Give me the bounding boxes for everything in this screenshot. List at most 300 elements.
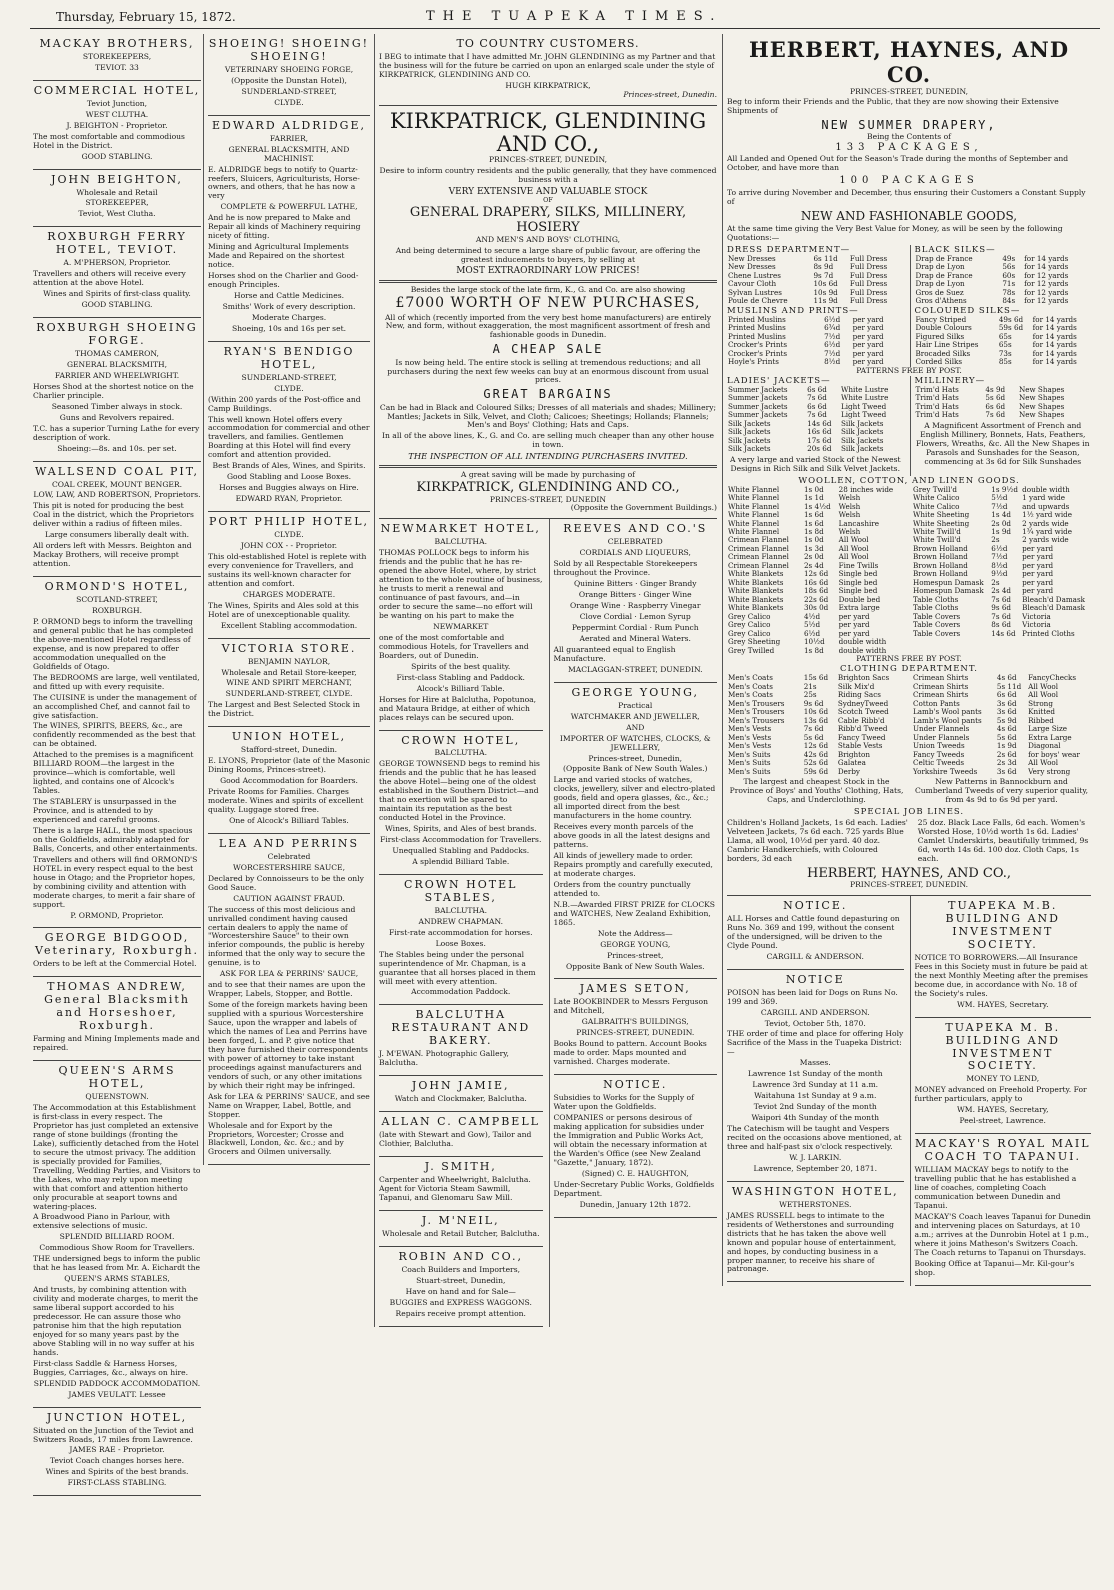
- advert-line: Good Stabling and Loose Boxes.: [226, 472, 352, 482]
- price-cell: Men's Vests: [728, 732, 772, 742]
- advert-line: The BEDROOMS are large, well ventilated, and fitted up with every requisite.: [33, 672, 200, 691]
- price-cell: Knitted: [1028, 707, 1056, 717]
- price-cell: Cable Ribb'd: [837, 715, 885, 725]
- price-cell: Brown Holland: [913, 560, 968, 570]
- price-cell: 1s 6d: [803, 510, 824, 520]
- advert-james-seton: [554, 979, 718, 1075]
- advert-line: Wines and Spirits of the best brands.: [45, 1467, 189, 1477]
- price-cell: All Wool: [838, 543, 869, 553]
- price-cell: 3s 6d: [996, 707, 1017, 717]
- advert-john-jamie: [379, 1076, 543, 1112]
- advert-line: Lawrence, September 20, 1871.: [753, 1163, 878, 1173]
- price-cell: Silk Jackets: [840, 435, 884, 445]
- advert-line: Shoeing:—8s. and 10s. per set.: [57, 443, 177, 453]
- advert-line: PRINCES-STREET, DUNEDIN.: [576, 1028, 695, 1038]
- price-cell: 2s: [991, 577, 1000, 587]
- advert-line: COAL CREEK, MOUNT BENGER.: [51, 479, 183, 489]
- masthead: [30, 6, 1100, 29]
- price-cell: Men's Suits: [728, 758, 771, 768]
- price-cell: Fancy Tweed: [837, 732, 886, 742]
- price-cell: Silk Jackets: [728, 435, 771, 445]
- price-cell: for 14 yards: [1024, 262, 1069, 272]
- price-cell: Silk Jackets: [728, 444, 771, 454]
- advert-newmarket-hotel: [379, 519, 543, 730]
- price-cell: 7s 6d: [807, 410, 827, 420]
- advert-line: AND: [626, 722, 645, 732]
- advert-line: (Opposite Bank of New South Wales.): [562, 764, 708, 774]
- column-3-lower: [379, 519, 717, 1326]
- advert-line: WM. HAYES, Secretary.: [957, 999, 1049, 1009]
- price-cell: 9s 6d: [803, 698, 824, 708]
- advert-line: The WINES, SPIRITS, BEERS, &c., are confidently recommended as the best that can be obtained.: [33, 721, 196, 749]
- price-cell: 6½d: [803, 628, 821, 638]
- advert-title: UNION HOTEL,: [231, 730, 347, 744]
- advert-line: Have on hand and for Sale—: [405, 1286, 516, 1296]
- advert-line: Accommodation Paddock.: [411, 987, 511, 997]
- advert-line: CAUTION AGAINST FRAUD.: [233, 893, 345, 903]
- price-cell: 56s: [1002, 262, 1016, 272]
- price-cell: 59s 6d: [803, 766, 829, 776]
- price-cell: Grey Calico: [728, 620, 771, 630]
- price-cell: for 14 yards: [1032, 331, 1077, 341]
- price-cell: 7s 6d: [985, 410, 1006, 420]
- advert-line: Horses shod on the Charlier and Good-enough Principles.: [208, 271, 359, 290]
- advert-title: MACKAY BROTHERS,: [39, 37, 195, 50]
- price-cell: 2s 6d: [996, 749, 1017, 759]
- advert-line: P. ORMOND, Proprietor.: [70, 910, 164, 920]
- price-cell: Welsh: [838, 510, 861, 520]
- price-cell: Celtic Tweeds: [913, 758, 965, 768]
- advert-title: CROWN HOTEL,: [401, 733, 521, 747]
- price-cell: for 14 yards: [1032, 348, 1077, 358]
- advert-line: MACKAY'S Coach leaves Tapanui for Dunedin and intervening places on Saturdays, at 10 a.m.; arrives at the Dunrobin Hotel at 1 p.m., where it joins Matheson's Switzers Coach. The Coach returns to Tapanui on Thursdays.: [914, 1211, 1091, 1257]
- price-cell: Full Dress: [849, 270, 888, 280]
- advert-line: P. ORMOND begs to inform the travelling and general public that he has completed the above-mentioned Hotel regardless of expense, and is now prepared to offer accommodation unequalled on the Goldfields of Otago.: [33, 616, 194, 671]
- advert-line: FARRIER,: [269, 133, 309, 143]
- price-cell: All Wool: [838, 535, 869, 545]
- price-cell: 7½d: [991, 501, 1008, 511]
- price-cell: Drap de France: [915, 253, 973, 263]
- advert-union-hotel: [208, 727, 370, 834]
- advert-line: JAMES RAE - Proprietor.: [69, 1445, 165, 1455]
- advert-line: THE order of time and place for offering Holy Sacrifice of the Mass in the Tuapeka District:—: [727, 1029, 904, 1057]
- clothing-right-table: [912, 674, 1091, 776]
- price-cell: Table Cloths: [913, 594, 959, 604]
- price-cell: 10s 9d: [813, 287, 838, 297]
- advert-title: SHOEING! SHOEING! SHOEING!: [208, 37, 370, 63]
- advert-line: MACLAGGAN-STREET, DUNEDIN.: [567, 664, 703, 674]
- price-cell: per yard: [852, 357, 884, 367]
- advert-line: Quinine Bitters · Ginger Brandy: [573, 579, 697, 589]
- price-cell: Men's Suits: [728, 749, 771, 759]
- price-cell: Homespun Damask: [913, 586, 984, 596]
- advert-line: And he is now prepared to Make and Repair all kinds of Machinery requiring nicety of fitting.: [208, 213, 361, 241]
- price-cell: double width: [838, 637, 887, 647]
- advert-line: SPLENDID PADDOCK ACCOMMODATION.: [33, 1378, 201, 1388]
- price-cell: Grey Calico: [728, 628, 771, 638]
- price-cell: Table Covers: [913, 628, 961, 638]
- advert-line: QUEEN'S ARMS STABLES,: [64, 1274, 170, 1284]
- advert-line: Princes-street,: [607, 950, 664, 960]
- coloured-silks-price-table: [915, 316, 1092, 367]
- price-cell: Printed Muslins: [728, 314, 786, 324]
- price-cell: 8½d: [824, 357, 841, 367]
- price-cell: 1s 0d: [803, 484, 824, 494]
- price-cell: Full Dress: [849, 279, 888, 289]
- advert-line: Orders to be left at the Commercial Hotel.: [33, 959, 197, 969]
- advert-line: (Opposite the Dunstan Hotel),: [231, 75, 347, 85]
- price-cell: Summer Jackets: [728, 410, 788, 420]
- price-cell: Trim'd Hats: [915, 410, 959, 420]
- price-cell: Crimean Shirts: [913, 690, 969, 700]
- advert-line: SUNDERLAND-STREET,: [241, 86, 337, 96]
- price-cell: 5s 6d: [985, 393, 1006, 403]
- price-cell: 65s: [998, 340, 1012, 350]
- advert-title: THOMAS ANDREW, General Blacksmith and Horseshoer, Roxburgh.: [44, 980, 190, 1033]
- price-cell: Corded Silks: [915, 357, 963, 367]
- advert-robin-and-co: [379, 1247, 543, 1327]
- advert-line: Guns and Revolvers repaired.: [59, 412, 175, 422]
- advert-line: The Catechism will be taught and Vespers recited on the occasions above mentioned, at three and half-past six o'clock respectively.: [727, 1124, 902, 1151]
- price-cell: Ribb'd Tweed: [837, 724, 888, 734]
- price-cell: Light Tweed: [840, 401, 887, 411]
- advert-line: Wines and Spirits of first-class quality.: [43, 289, 191, 299]
- price-cell: Full Dress: [849, 253, 888, 263]
- price-cell: 6½d: [824, 314, 841, 324]
- price-cell: Brocaded Silks: [915, 348, 971, 358]
- price-cell: 7½d: [991, 552, 1008, 562]
- price-cell: White Flannel: [728, 510, 780, 520]
- advert-tuapeka-m-b-building-and-investment-soci: [915, 896, 1092, 1018]
- advert-line: CELEBRATED: [607, 537, 663, 547]
- advert-title: GEORGE YOUNG,: [571, 685, 699, 699]
- price-cell: Full Dress: [849, 287, 888, 297]
- price-cell: 15s 6d: [803, 673, 829, 683]
- price-cell: 9s 6d: [991, 603, 1012, 613]
- advert-title: WALLSEND COAL PIT,: [35, 464, 199, 478]
- price-cell: Printed Cloths: [1022, 628, 1075, 638]
- price-cell: 8s 6d: [991, 620, 1012, 630]
- advert-line: First-class Stabling and Paddock.: [396, 672, 525, 682]
- advert-line: POISON has been laid for Dogs on Runs No. 199 and 369.: [727, 987, 898, 1006]
- advert-line: Large consumers liberally dealt with.: [44, 530, 190, 540]
- price-cell: 22s 6d: [803, 594, 829, 604]
- advert-line: BALCLUTHA.: [434, 537, 488, 547]
- price-cell: Men's Suits: [728, 766, 771, 776]
- advert-line: The Largest and Best Selected Stock in the District.: [208, 700, 361, 719]
- price-cell: Grey Sheeting: [728, 637, 781, 647]
- advert-title: QUEEN'S ARMS HOTEL,: [58, 1064, 176, 1091]
- advert-line: ALL Horses and Cattle found depasturing on Runs No. 369 and 199, without the consent of the undersigned, will be driven to the Clyde Pound.: [727, 913, 900, 950]
- advert-line: QUEENSTOWN.: [85, 1092, 149, 1102]
- advert-line: GOOD STABLING.: [81, 151, 153, 161]
- advert-j-m-neil: [379, 1211, 543, 1247]
- advert-line: This well known Hotel offers every accommodation for commercial and other travellers, and families. Gentlemen Boarding at this Hotel will find every comfort and attention provided.: [208, 414, 370, 460]
- advert-line: JOHN COX - - Proprietor.: [240, 541, 338, 551]
- advert-line: First-class Accommodation for Travellers.: [380, 835, 542, 845]
- advert-title: REEVES AND CO.'S: [563, 522, 708, 536]
- advert-line: Sold by all Respectable Storekeepers throughout the Province.: [553, 559, 698, 578]
- price-cell: 7½d: [824, 348, 841, 358]
- advert-junction-hotel: [33, 1408, 201, 1497]
- advert-title: ROXBURGH SHOEING FORGE.: [36, 321, 198, 348]
- advert-line: This old-established Hotel is replete with every convenience for Travellers, and sustains its well-known character for attention and comfort.: [208, 551, 367, 588]
- advert-roxburgh-shoeing-forge: [33, 318, 201, 461]
- advert-john-beighton: [33, 170, 201, 228]
- price-cell: New Shapes: [1018, 393, 1065, 403]
- advert-line: Ask for LEA & PERRINS' SAUCE, and see Name on Wrapper, Label, Bottle, and Stopper.: [208, 1091, 370, 1119]
- advert-line: All guaranteed equal to English Manufacture.: [553, 644, 676, 663]
- advert-line: NEWMARKET: [433, 621, 489, 631]
- advert-title: VICTORIA STORE.: [221, 641, 357, 655]
- advert-line: J. M'EWAN. Photographic Gallery, Balclutha.: [379, 1049, 509, 1068]
- price-cell: Hoyle's Prints: [728, 357, 779, 367]
- advert-line: Wholesale and Retail Store-keeper,: [221, 667, 357, 677]
- price-cell: Crimean Flannel: [728, 560, 789, 570]
- advert-line: CLYDE.: [274, 97, 304, 107]
- advert-line: GOOD STABLING.: [81, 300, 153, 310]
- price-cell: 3s 6d: [996, 766, 1017, 776]
- advert-line: IMPORTER OF WATCHES, CLOCKS, & JEWELLERY,: [559, 733, 711, 752]
- price-cell: Drap de Lyon: [915, 279, 965, 289]
- price-cell: Men's Trousers: [728, 707, 785, 717]
- advert-line: Moderate Charges.: [251, 312, 327, 322]
- price-cell: 1s 9½d: [991, 484, 1018, 494]
- advert-title: LEA AND PERRINS: [218, 836, 360, 850]
- price-cell: double width: [1022, 484, 1070, 494]
- price-cell: 84s: [1002, 296, 1016, 306]
- price-cell: Brown Holland: [913, 543, 968, 553]
- price-cell: 5s 11d: [996, 681, 1022, 691]
- price-cell: White Calico: [913, 501, 960, 511]
- advert-line: Situated on the Junction of the Teviot and Switzers Roads, 17 miles from Lawrence.: [33, 1425, 194, 1444]
- price-cell: New Dresses: [728, 253, 776, 263]
- advert-line: Excellent Stabling accommodation.: [220, 620, 358, 630]
- muslins-price-table: [727, 316, 904, 367]
- advert-line: CHARGES MODERATE.: [242, 589, 336, 599]
- price-cell: Poule de Chevre: [728, 296, 788, 306]
- advert-line: Teviot, October 5th, 1870.: [764, 1018, 866, 1028]
- price-cell: Gros d'Athens: [915, 296, 967, 306]
- price-cell: Large Size: [1028, 724, 1068, 734]
- column-2: [203, 34, 374, 1165]
- price-cell: 2s 4d: [991, 586, 1012, 596]
- price-cell: Single bed: [838, 586, 878, 596]
- price-cell: Cavour Cloth: [728, 279, 777, 289]
- price-cell: 25s: [803, 690, 817, 700]
- advert-line: The Accommodation at this Establishment is first-class in every respect. The Proprietor has just completed an extensive range of stone buildings (fronting the Lake), sufficiently detached from the Hotel to secure the utmost privacy. The addition is specially provided for Families, Travelling, Wedding Parties, and Visitors to the Lakes, who may rely upon meeting with that comfort and attention hitherto only procurable at seaport towns and watering-places.: [33, 1103, 201, 1211]
- advert-title: J. M'NEIL,: [421, 1213, 500, 1227]
- price-cell: for 14 yards: [1024, 253, 1069, 263]
- advert-line: The STABLERY is unsurpassed in the Province, and is attended to by experienced and careful grooms.: [33, 797, 177, 824]
- advert-title: JOHN BEIGHTON,: [51, 172, 183, 186]
- advert-line: Declared by Connoisseurs to be the only Good Sauce.: [208, 873, 364, 892]
- advert-balclutha-restaurant-and-bakery: [379, 1005, 543, 1076]
- advert-line: Stuart-street, Dunedin,: [416, 1275, 506, 1285]
- advert-line: Lawrence 3rd Sunday at 11 a.m.: [752, 1080, 879, 1090]
- price-cell: per yard: [852, 340, 884, 350]
- advert-line: First-rate accommodation for horses.: [388, 927, 533, 937]
- advert-title: NOTICE.: [603, 1078, 668, 1092]
- advert-line: Teviot, West Clutha.: [78, 209, 156, 219]
- advert-line: WINE AND SPIRIT MERCHANT,: [226, 678, 352, 688]
- advert-line: Orange Bitters · Ginger Wine: [578, 590, 692, 600]
- price-cell: 2s: [991, 535, 1000, 545]
- price-cell: 12s 6d: [803, 569, 829, 579]
- price-cell: Victoria: [1022, 611, 1051, 621]
- advert-notice: [727, 896, 904, 970]
- advert-line: The CUISINE is under the management of an accomplished Chef, and cannot fail to give satisfaction.: [33, 692, 197, 720]
- advert-line: Wholesale and for Export by the Proprietors, Worcester; Crosse and Blackwell, London, &c. &c.; and by Grocers and Oilmen universally.: [208, 1120, 344, 1157]
- advert-line: one of the most comfortable and commodious Hotels, for Travellers and Boarders, out of Dunedin.: [379, 632, 529, 660]
- price-cell: 1s 1d: [803, 493, 824, 503]
- advert-line: GEORGE YOUNG,: [600, 939, 671, 949]
- advert-line: CLYDE.: [274, 530, 304, 540]
- price-cell: for 12 yards: [1024, 287, 1069, 297]
- price-cell: Sylvan Lustres: [728, 287, 782, 297]
- advert-title: NEWMARKET HOTEL,: [380, 522, 541, 536]
- advert-line: Lawrence 1st Sunday of the month: [747, 1069, 883, 1079]
- advert-title: WASHINGTON HOTEL,: [731, 1184, 899, 1198]
- price-cell: 14s 6d: [991, 628, 1016, 638]
- advert-line: THOMAS POLLOCK begs to inform his friends and the public that he has re-opened the above Hotel, where, by strict attention to the whole routine of business, he trusts to merit a renewal and continuance of past favours, and—in order to secure the same—no effort will be wanting on his part to make the: [379, 548, 543, 621]
- advert-line: WM. HAYES, Secretary,: [957, 1105, 1049, 1115]
- price-cell: 78s: [1002, 287, 1016, 297]
- price-cell: 85s: [998, 357, 1012, 367]
- clothing-left-table: [727, 674, 906, 776]
- advert-line: and to see that their names are upon the Wrapper, Labels, Stopper, and Bottle.: [208, 980, 366, 999]
- advert-line: ANDREW CHAPMAN.: [418, 916, 504, 926]
- advert-line: Spirits of the best quality.: [411, 661, 511, 671]
- price-cell: All Wool: [1028, 690, 1059, 700]
- price-cell: Figured Silks: [915, 331, 965, 341]
- price-cell: 8s 9d: [813, 262, 834, 272]
- price-cell: Stable Vests: [837, 741, 883, 751]
- advert-line: WILLIAM MACKAY begs to notify to the travelling public that he has established a line of coaches, completing Coach communication between Dunedin and Tapanui.: [914, 1165, 1077, 1210]
- advert-line: BALCLUTHA.: [434, 905, 488, 915]
- advert-title: JOHN JAMIE,: [411, 1079, 510, 1093]
- advert-line: TEVIOT. 33: [95, 62, 139, 72]
- advert-crown-hotel: [379, 731, 543, 875]
- dress-price-table: [727, 255, 904, 306]
- advert-line: The most comfortable and commodious Hotel in the District.: [33, 131, 185, 150]
- advert-ormond-s-hotel: [33, 577, 201, 928]
- advert-line: Wholesale and Retail: [76, 187, 158, 197]
- price-cell: 73s: [998, 348, 1012, 358]
- price-cell: White Sheeting: [913, 518, 970, 528]
- advert-line: Wholesale and Retail Butcher, Balclutha.: [382, 1228, 540, 1238]
- price-cell: Single bed: [838, 577, 878, 587]
- price-cell: 71s: [1002, 279, 1016, 289]
- advert-line: The Wines, Spirits and Ales sold at this Hotel are of unexceptionable quality.: [208, 600, 359, 619]
- price-cell: 16s 6d: [807, 427, 832, 437]
- advert-line: W. J. LARKIN.: [789, 1152, 842, 1162]
- price-cell: Crimean Flannel: [728, 552, 789, 562]
- price-cell: White Lustre: [840, 384, 889, 394]
- price-cell: for 14 yards: [1032, 340, 1077, 350]
- advert-wallsend-coal-pit: [33, 462, 201, 578]
- advert-line: (Signed) C. E. HAUGHTON,: [581, 1168, 689, 1178]
- price-cell: 7s 6d: [807, 393, 827, 403]
- price-cell: White Flannel: [728, 518, 780, 528]
- advert-title: COMMERCIAL HOTEL,: [33, 83, 201, 97]
- price-cell: 1s 3d: [803, 543, 824, 553]
- advert-line: MONEY TO LEND,: [966, 1074, 1040, 1084]
- price-cell: per yard: [1022, 586, 1054, 596]
- advert-line: GENERAL BLACKSMITH, AND MACHINIST.: [228, 144, 350, 163]
- price-cell: Hair Line Stripes: [915, 340, 979, 350]
- advert-notice: [554, 1075, 718, 1217]
- advert-line: ROXBURGH.: [91, 606, 142, 616]
- price-cell: White Blankets: [728, 569, 784, 579]
- advert-line: Mining and Agricultural Implements Made and Repaired on the shortest notice.: [208, 242, 349, 270]
- advert-line: Private Rooms for Families. Charges moderate. Wines and spirits of excellent quality. Luggage stored free.: [208, 787, 364, 814]
- price-cell: 7s 6d: [803, 724, 824, 734]
- price-cell: New Shapes: [1018, 410, 1065, 420]
- price-cell: per yard: [852, 323, 884, 333]
- price-cell: Double bed: [838, 594, 881, 604]
- price-cell: 2s 0d: [803, 552, 824, 562]
- advert-line: Practical: [618, 700, 653, 710]
- price-cell: Extra large: [838, 603, 880, 613]
- price-cell: per yard: [838, 620, 870, 630]
- advert-port-philip-hotel: [208, 512, 370, 639]
- price-cell: 1s 8d: [803, 645, 824, 655]
- advert-line: Teviot 2nd Sunday of the month: [753, 1102, 877, 1112]
- price-cell: 1s 9d: [991, 527, 1012, 536]
- price-cell: for 14 yards: [1032, 323, 1077, 333]
- price-cell: 1s 0d: [803, 535, 824, 545]
- price-cell: 5½d: [803, 620, 821, 630]
- advert-line: BUGGIES and EXPRESS WAGGONS.: [389, 1297, 532, 1307]
- advert-j-smith: [379, 1157, 543, 1211]
- price-cell: per yard: [838, 611, 870, 621]
- advert-line: Seasoned Timber always in stock.: [51, 401, 183, 411]
- price-cell: Crocker's Prints: [728, 348, 788, 358]
- advert-commercial-hotel: [33, 81, 201, 170]
- column-4: [722, 34, 1095, 1286]
- advert-line: (Within 200 yards of the Post-office and Camp Buildings.: [208, 394, 361, 413]
- newspaper-title: THE TUAPEKA TIMES.: [426, 9, 723, 24]
- advert-line: VETERINARY SHOEING FORGE,: [224, 64, 354, 74]
- advert-shoeing-shoeing-shoeing: [208, 34, 370, 116]
- price-cell: Diagonal: [1028, 741, 1061, 751]
- price-cell: 1s 9d: [996, 741, 1017, 751]
- advert-line: E. ALDRIDGE begs to notify to Quartz-reefers, Sluicers, Agriculturists, Horse-owners, and others, that he has now a very: [208, 164, 360, 201]
- advert-line: FARRIER AND WHEELWRIGHT.: [54, 370, 180, 380]
- price-cell: 10s 6d: [813, 279, 838, 289]
- price-cell: Lamb's Wool pants: [913, 715, 982, 725]
- price-cell: 4s 6d: [996, 724, 1017, 734]
- price-cell: Table Cloths: [913, 603, 959, 613]
- price-cell: 7s 6d: [991, 611, 1012, 621]
- price-cell: Double Colours: [915, 323, 972, 333]
- price-cell: 42s 6d: [803, 749, 829, 759]
- advert-line: And trusts, by combining attention with civility and moderate charges, to merit the same liberal support accorded to his predecessor. He can assure those who patronise him that the high reputation enjoyed for so many years past by the above Stabling will in no way suffer at his hands.: [33, 1285, 199, 1357]
- price-cell: Brighton: [837, 749, 870, 759]
- price-cell: 5½d: [991, 493, 1008, 503]
- advert-title: CROWN HOTEL STABLES,: [404, 877, 518, 904]
- advert-line: SCOTLAND-STREET,: [76, 595, 158, 605]
- price-cell: White Flannel: [728, 493, 780, 503]
- advert-line: WEST CLUTHA.: [85, 109, 149, 119]
- price-cell: Welsh: [838, 527, 861, 536]
- price-cell: for boys' wear: [1028, 749, 1080, 759]
- advert-line: BENJAMIN NAYLOR,: [247, 656, 331, 666]
- advert-line: Farming and Mining Implements made and repaired.: [33, 1034, 200, 1053]
- price-cell: Silk Jackets: [728, 427, 771, 437]
- advert-line: GALBRAITH'S BUILDINGS,: [581, 1017, 689, 1027]
